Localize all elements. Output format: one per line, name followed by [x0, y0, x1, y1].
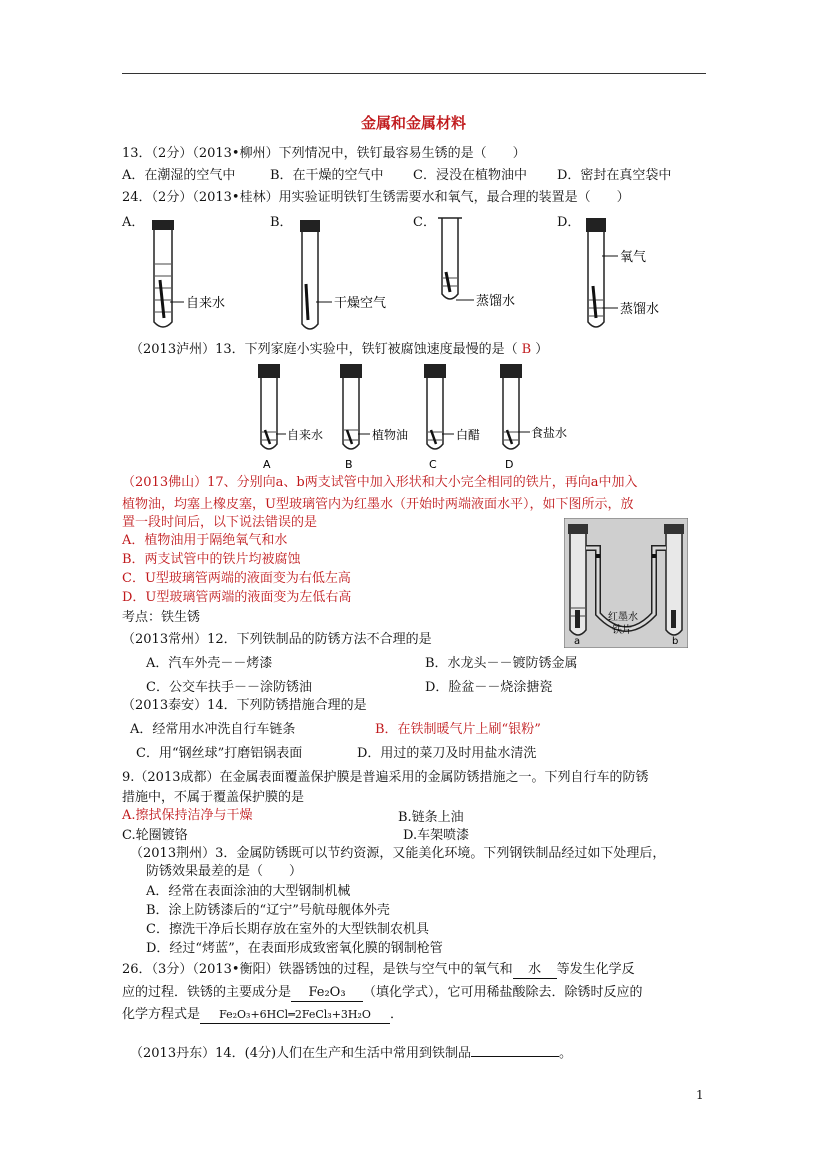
q1-option-c: C．浸没在植物油中: [413, 168, 527, 183]
q2-label-distilled-water-d: 蒸馏水: [620, 302, 660, 317]
q7-option-c: C.轮圈镀铬: [122, 828, 188, 843]
q3-stem: （2013泸州）13．下列家庭小实验中，铁钉被腐蚀速度最慢的是（ B ）: [130, 342, 549, 357]
q2-letter-a: A．: [122, 215, 145, 230]
q3-label-tap-water: 自来水: [287, 428, 324, 442]
q4-option-b: B．两支试管中的铁片均被腐蚀: [122, 552, 301, 567]
q1-option-b: B．在干燥的空气中: [270, 168, 384, 183]
q4-label-b: b: [672, 636, 679, 647]
q2-label-tap-water: 自来水: [186, 296, 226, 311]
q2-tube-b: [300, 220, 386, 329]
q3-tube-c: [424, 364, 480, 471]
q3-label-vegetable-oil: 植物油: [372, 428, 409, 442]
q4-line-1: （2013佛山）17、分别向a、b两支试管中加入形状和大小完全相同的铁片，再向a中加入: [122, 475, 638, 490]
q3-letter-d: D: [505, 458, 514, 471]
q7-line-2: 措施中，不属于覆盖保护膜的是: [122, 790, 305, 805]
q6-option-d: D．用过的菜刀及时用盐水清洗: [357, 746, 537, 761]
q5-option-d: D．脸盆－－烧涂搪瓷: [425, 680, 553, 695]
q8-option-c: C．擦洗干净后长期存放在室外的大型铁制农机具: [146, 922, 429, 937]
q3-tube-d: [500, 364, 567, 471]
q5-option-c: C．公交车扶手－－涂防锈油: [146, 680, 312, 695]
q9-blank-1: 水: [513, 961, 557, 979]
q5-stem: （2013常州）12．下列铁制品的防锈方法不合理的是: [122, 632, 432, 647]
q1-option-a: A．在潮湿的空气中: [122, 168, 236, 183]
q2-apparatus-figure: [140, 214, 700, 338]
q2-tube-a: [152, 220, 225, 327]
header-rule: [122, 73, 706, 74]
q6-stem: （2013泰安）14．下列防锈措施合理的是: [122, 698, 367, 713]
q4-label-iron-sheet: 铁片: [612, 625, 632, 636]
q8-line-2: 防锈效果最差的是（ ）: [146, 864, 303, 879]
q2-letter-d: D．: [557, 215, 581, 230]
q5-option-a: A．汽车外壳－－烤漆: [146, 656, 273, 671]
q10-line: （2013丹东）14．(4分)人们在生产和生活中常用到铁制品 。: [130, 1046, 573, 1061]
q6-option-b: B．在铁制暖气片上刷“银粉”: [375, 722, 541, 737]
q2-label-oxygen: 氧气: [620, 250, 647, 265]
q2-letter-b: B．: [270, 215, 293, 230]
q2-label-dry-air: 干燥空气: [334, 296, 387, 311]
q4-u-tube-figure: [564, 518, 688, 648]
q6-option-a: A．经常用水冲洗自行车链条: [130, 722, 296, 737]
q1-option-d: D．密封在真空袋中: [557, 168, 672, 183]
q3-label-vinegar: 白醋: [456, 428, 481, 442]
q3-letter-b: B: [345, 458, 353, 471]
q7-option-d: D.车架喷漆: [403, 828, 470, 843]
q4-option-d: D．U型玻璃管两端的液面变为左低右高: [122, 590, 352, 605]
q4-line-3: 置一段时间后，以下说法错误的是: [122, 515, 318, 530]
q9-line-1: 26．（3分）（2013•衡阳）铁器锈蚀的过程，是铁与空气中的氧气和 水 等发生化学反: [122, 962, 635, 977]
q7-option-b: B.链条上油: [398, 810, 464, 825]
q7-option-a: A.擦拭保持洁净与干燥: [122, 808, 253, 823]
q6-option-c: C．用“钢丝球”打磨铝锅表面: [136, 746, 303, 761]
q8-option-a: A．经常在表面涂油的大型钢制机械: [146, 884, 351, 899]
q2-stem: 24．（2分）（2013•桂林）用实验证明铁钉生锈需要水和氧气，最合理的装置是（ ）: [122, 190, 630, 205]
q2-tube-d: [586, 218, 659, 327]
q3-letter-c: C: [429, 458, 437, 471]
q3-tube-b: [340, 364, 408, 471]
q5-option-b: B．水龙头－－镀防锈金属: [425, 656, 578, 671]
q8-option-b: B．涂上防锈漆后的“辽宁”号航母舰体外壳: [146, 903, 390, 918]
page-number: 1: [696, 1088, 704, 1102]
q4-kaodian: 考点：铁生锈: [122, 610, 201, 625]
q9-blank-2: Fe₂O₃: [291, 984, 363, 1002]
q7-line-1: 9.（2013成都）在金属表面覆盖保护膜是普遍采用的金属防锈措施之一。下列自行车的防锈: [122, 770, 649, 785]
q4-label-red-ink: 红墨水: [608, 612, 638, 623]
q2-letter-c: C．: [413, 215, 436, 230]
q2-tube-c: [438, 218, 515, 309]
q3-tubes-figure: [248, 360, 588, 472]
q9-blank-3: Fe₂O₃+6HCl═2FeCl₃+3H₂O: [200, 1006, 390, 1024]
q3-tube-a: [258, 364, 323, 471]
q4-label-a: a: [574, 636, 581, 647]
q3-letter-a: A: [263, 458, 271, 471]
q10-blank: [471, 1056, 559, 1057]
q8-line-1: （2013荆州）3．金属防锈既可以节约资源，又能美化环境。下列钢铁制品经过如下处理后，: [130, 846, 666, 861]
page-title: 金属和金属材料: [360, 114, 466, 132]
q2-label-distilled-water-c: 蒸馏水: [476, 294, 516, 309]
q3-answer: B: [521, 342, 532, 357]
q1-stem: 13．（2分）（2013•柳州）下列情况中，铁钉最容易生锈的是（ ）: [122, 146, 526, 161]
q4-option-c: C．U型玻璃管两端的液面变为右低左高: [122, 571, 351, 586]
q8-option-d: D．经过“烤蓝”，在表面形成致密氧化膜的钢制枪管: [146, 941, 443, 956]
q9-line-2: 应的过程．铁锈的主要成分是 Fe₂O₃ （填化学式），它可用稀盐酸除去．除锈时反应的: [122, 985, 643, 1000]
q4-option-a: A．植物油用于隔绝氧气和水: [122, 533, 288, 548]
q3-label-salt-water: 食盐水: [531, 426, 568, 440]
q9-line-3: 化学方程式是 Fe₂O₃+6HCl═2FeCl₃+3H₂O ．: [122, 1007, 404, 1022]
q4-line-2: 植物油，均塞上橡皮塞，U型玻璃管内为红墨水（开始时两端液面水平），如下图所示，放: [122, 497, 634, 512]
